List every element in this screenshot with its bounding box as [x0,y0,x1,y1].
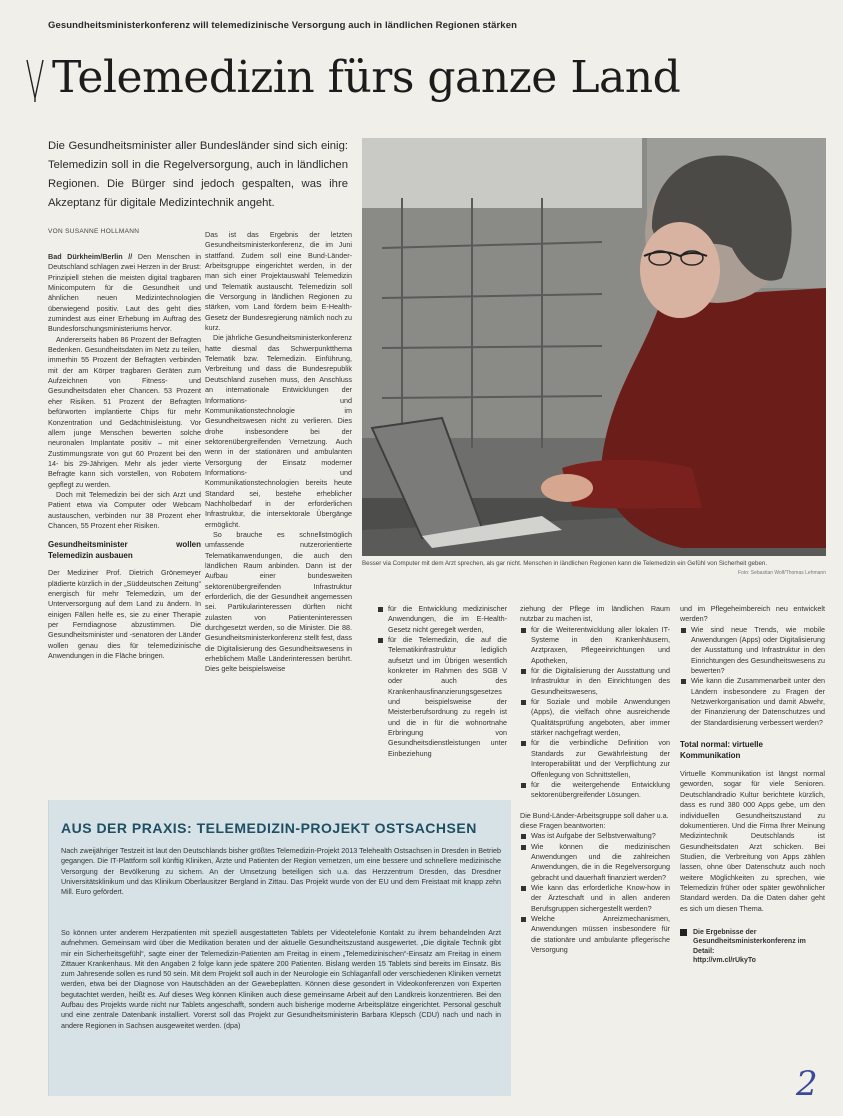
list-item: für die verbindliche Definition von Standards zur Gewährleistung der Interoperabilität und der Verpflichtung zur Offenlegung von Schnittstellen, [520,738,670,779]
paragraph: Der Mediziner Prof. Dietrich Grönemeyer plädierte kürzlich in der „Süddeutschen Zeitung“ energisch für mehr Telemedizin, um der Unterversorgung auf dem Land zu ändern. In einigen Fällen helfe es, sie zu einer Therapie per Ferndiagnose abzustimmen. Die Gesundheitsminister und -senatoren der Länder wollen genau dies für telemedizinische Anwendungen in die Fläche bringen. [48,568,201,661]
list-item: für die Weiterentwicklung aller lokalen IT-Systeme in den Krankenhäusern, Arztpraxen, Pflegeeinrichtungen und Apotheken, [520,625,670,666]
lede-paragraph: Die Gesundheitsminister aller Bundesländer sind sich einig: Telemedizin soll in die Regelversorgung, auch in ländlichen Regionen. Die Bürger sind jedoch gespalten, was ihre Akzeptanz für digitale Medizintechnik angeht. [48,140,348,209]
list-item: Wie sind neue Trends, wie mobile Anwendungen (Apps) oder Digitalisierung der Ausstattung und Infrastruktur in den Einrichtungen des Gesundheitswesens zu bewerten? [680,625,825,677]
link-note-label: Die Ergebnisse der Gesundheitsministerkonferenz im Detail: [693,928,806,955]
list-item: für die weitergehende Entwicklung sektorenübergreifender Lösungen. [520,780,670,801]
list-item: Wie kann das erforderliche Know-how in der Ärzteschaft und in allen anderen Berufsgruppen sichergestellt werden? [520,883,670,914]
list-item: Wie können die medizinischen Anwendungen und die zahlreichen Anwendungen, die in die Regelversorgung gebracht und dauerhaft finanziert werden? [520,842,670,883]
square-bullet-icon [680,929,687,936]
subheading: Gesundheitsminister wollen Telemedizin ausbauen [48,540,201,560]
box-paragraph: So können unter anderem Herzpatienten mit speziell ausgestatteten Tablets per Videotelefonie Kontakt zu ihrem behandelnden Arzt aufnehmen. Gemeinsam wird über die Medikation beraten und der aktuelle Gesundheitszustand ausgewertet. „Die digitale Technik gibt mir ein Sicherheitsgefühl“, sagte einer der Telemedizin-Patienten am Freitag in einem „Telemedizinischen“-Einsatz am Freitag in einem Zittauer Krankenhaus. Mit den Angaben 2 folge kann jede spätere 200 Patienten. Bislang werden 15 Tablets sind bereits im Einsatz. Bis zum Jahresende sollen es rund 50 sein. Mit dem Projekt soll auch in der Neurologie ein Schlaganfall oder verschiedenen Kliniken vernetzt werden, etwa bei der Diagnose von Hautschäden an der Gewebeplatten. Können diese gesondert in Videokonferenzen von Experten begutachtet werden, heißt es. Auf dieses Weg können Kliniken auch diese gemeinsame Arbeit auf den Landkreis konzentrieren. Bei den Aufbau des Projekts wurde nicht nur Tablets angeschafft, sondern auch bisherige moderne Arbeitsplätze eingerichtet. Personal geschult und eine zentrale Datenbank installiert. Vorerst soll das Projekt zur Gesundheitsministerin Barbara Klepsch (CDU) nach und nach in andere Regionen in Sachsen ausgeweitet werden. (dpa) [61,928,501,1030]
headline-block [24,52,804,112]
paragraph: Doch mit Telemedizin bei der sich Arzt und Patient etwa via Computer oder Webcam austauschen, verbinden nur 38 Prozent eher Chancen, 55 Prozent eher Risiken. [48,489,201,530]
article-column-2 [205,230,352,790]
photo-illustration [362,138,826,556]
list-item: für die Telemedizin, die auf die Telematikinfrastruktur lediglich aufsetzt und im Übrigen wesentlich konkreter im Rahmen des SGB V oder auch des Krankenhausfinanzierungsgesetzes und beispielsweise der Meisterberufsordnung zu regeln ist und die in für die wohnortnahe Erbringung von Gesundheitsdienstleistungen unter Einbeziehung [377,635,507,759]
paragraph: Die Bund-Länder-Arbeitsgruppe soll daher u.a. diese Fragen beantworten: [520,810,669,830]
list-item: Wie kann die Zusammenarbeit unter den Ländern insbesondere zu Fragen der Netzwerkorganisation und damit Abwehr, der Finanzierung der Datenschutzes und der Standardisierung verbessert werden? [680,676,825,728]
list-item: für die Digitalisierung der Ausstattung und Infrastruktur in den Einrichtungen des Gesundheitswesens, [520,666,670,697]
handwritten-page-number: 2 [796,1064,818,1104]
paragraph: Bad Dürkheim/Berlin // Den Menschen in Deutschland schlagen zwei Herzen in der Brust: Prinzipiell stehen die meisten digital tragbaren Minicomputern für die Gesundheit und ähnlichen neuen Medizintechnologien überwiegend positiv. Laut des geht dies zumindest aus einer Erhebung im Auftrag des Bundesforschungsministeriums hervor. [48,252,201,334]
dateline: Bad Dürkheim/Berlin // [48,252,138,261]
paragraph: ziehung der Pflege im ländlichen Raum nutzbar zu machen ist, [520,604,670,624]
paragraph: Das ist das Ergebnis der letzten Gesundheitsministerkonferenz, die im Juni stattfand. Zudem soll eine Bund-Länder-Arbeitsgruppe eingerichtet werden, in der man sich einer Projektauswahl Telemedizin und Telematik austauscht. Telemedizin soll die Versorgung in ländlichen Regionen zu stärken, vom Land fördern beim E-Health-Gesetz der Bundesregierung nämlich noch zu kurz. [205,230,352,333]
box-title: AUS DER PRAXIS: TELEMEDIZIN-PROJEKT OSTSACHSEN [61,820,477,836]
article-column-1 [48,252,201,802]
paragraph: Virtuelle Kommunikation ist längst normal geworden, sogar für viele Senioren. Deutschlandradio Kultur berichtete kürzlich, dass es rund 380 000 Apps gebe, um den individuellen Gesundheitszustand zu dokumentieren. Und die Firma Ihrer Meinung Medizintechnik Deutschlands ist Gesundheitsdaten Arzt schicken. Bei Studien, die Verbreitung von Apps zählen lassen, ohne über Datenschutz auch noch weitere Möglichkeiten zu sprechen, wie Telemedizin früher oder später gewöhnlicher Standard werden. Da die Daten daher geht es sich um diesen Thema. [680,769,825,913]
headline: Telemedizin fürs ganze Land [52,52,681,103]
quill-icon [24,58,46,102]
list-item: Was ist Aufgabe der Selbstverwaltung? [520,831,670,841]
bullet-column-3 [680,604,825,1104]
photo-credit: Foto: Sebastian Wolf/Thomas Lehmann [737,570,826,576]
box-paragraph: Nach zweijähriger Testzeit ist laut den Deutschlands bisher größtes Telemedizin-Projekt 2013 Telehealth Ostsachsen in Dresden in Betrieb gegangen. Die IT-Plattform soll künftig Kliniken, Ärzte und Patienten der Region vernetzen, um eine bessere und schnellere medizinische Versorgung der Bevölkerung zu sichern. An der Umsetzung beteiligen sich u.a. das Herzzentrum Dresden, das Dresdner Universitätsklinikum und das Klinikum Oberlausitzer Bergland in Zittau. Das Projekt wurde von der EU und dem Freistaat mit knapp zehn Mill. Euro gefördert. [61,846,501,897]
paragraph: Andererseits haben 86 Prozent der Befragten Bedenken. Gesundheitsdaten im Netz zu teilen, immerhin 55 Prozent der Befragten verbinden mit der am Körper tragbaren Geräten zum Aufzeichnen von Fitness- und Gesundheitsdaten eher Chancen. 53 Prozent eher Risiken. 51 Prozent der Befragten befürworten implantierte Chips für mehr Konzentration und Gedächtnisleistung. Vor allem junge Menschen bewerten solche neuronalen Implantate positiv – mit einer Zustimmungsrate von gut 60 Prozent bei den 14- bis 29-Jährigen. Mehr als jeder vierte Befragte kann sich vorstellen, von Robotern gepflegt zu werden. [48,334,201,489]
list-item: für die Entwicklung medizinischer Anwendungen, die im E-Health-Gesetz nicht geregelt werden, [377,604,507,635]
photo-caption: Besser via Computer mit dem Arzt sprechen, als gar nicht. Menschen in ländlichen Regionen kann die Telemedizin ein Gefühl von Sicherheit geben. [362,560,768,567]
practice-box [48,800,511,1096]
list-item: für Soziale und mobile Anwendungen (Apps), die vielfach ohne ausreichende Qualitätsprüfung angeboten, aber immer stärker nachgefragt werden, [520,697,670,738]
list-item: Welche Anreizmechanismen, Anwendungen müssen insbesondere für die stationäre und ambulante pflegerische Versorgung [520,914,670,955]
byline: VON SUSANNE HOLLMANN [48,228,140,235]
link-url[interactable]: http://vm.cl/rUkyTo [693,957,756,965]
paragraph: und im Pflegeheimbereich neu entwickelt werden? [680,604,825,624]
link-note [680,928,825,966]
subheading: Total normal: virtuelle Kommunikation [680,740,763,760]
paragraph: So brauche es schnellstmöglich umfassende nutzerorientierte Telematikanwendungen, die auch den ländlichen Raum anbinden. Dann ist der Aufbau einer bundesweiten sektorenübergreifenden Infrastruktur erforderlich, die der Gesundheit angemessen sei. Partikularinteressen dürften nicht zulasten von Patienteninteressen durchgesetzt werden, so die Minister. Die 88. Gesundheitsministerkonferenz stellt fest, dass die Digitalisierung des Gesundheitswesens in erheblichem Maße Länderinteressen berührt. Dies gelte beispielsweise [205,529,352,674]
bullet-column-2 [520,604,670,1104]
paragraph: Die jährliche Gesundheitsministerkonferenz hatte diesmal das Schwerpunktthema Telematik bzw. Telemedizin. Einführung, Verbreitung und dass die Bundesrepublik Deutschland zusehen muss, den Anschluss an internationale Entwicklungen der Informations- und Kommunikationstechnologie im Gesundheitswesen nicht zu verlieren. Dies drohe insbesondere bei der sektorenübergreifenden Vernetzung. Auch wenn in der stationären und ambulanten Versorgung der Einsatz moderner Informations- und Kommunikationstechnologien bereits heute Standard sei, bestehe erheblicher Nachholbedarf in der erforderlichen Infrastruktur, die intersektorale Übergänge ermöglicht. [205,333,352,529]
article-kicker: Gesundheitsministerkonferenz will telemedizinische Versorgung auch in ländlichen Regionen stärken [48,20,517,31]
article-photo [362,138,826,556]
